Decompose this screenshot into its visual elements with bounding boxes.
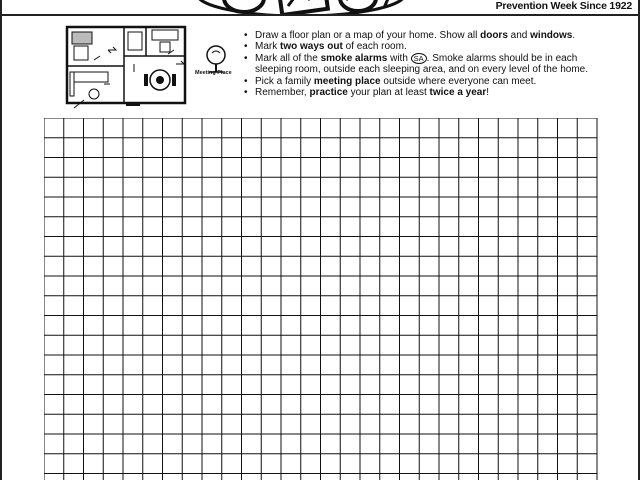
instructions-list (244, 30, 589, 98)
left-border (0, 0, 2, 480)
tagline: Prevention Week Since 1922 (495, 0, 632, 12)
instruction-practice: • Remember, practice your plan at least twice a year! (244, 87, 589, 98)
instruction-floor-plan: • Draw a floor plan or a map of your home. Show all doors and windows. (244, 30, 589, 41)
floor-plan-map-icon (64, 24, 194, 112)
instruction-meeting-place: • Pick a family meeting place outside where everyone can meet. (244, 76, 589, 87)
header-rule (0, 14, 640, 16)
smoke-alarm-symbol: SA (411, 53, 427, 64)
instruction-two-ways-out: • Mark two ways out of each room. (244, 41, 589, 52)
meeting-place-label: Meeting Place (195, 70, 232, 76)
drawing-grid[interactable] (44, 118, 598, 480)
instruction-smoke-alarms: • Mark all of the smoke alarms with SA . Smoke alarms should be in each sleeping room, outside each sleeping area, and on every level of the home. (244, 53, 589, 76)
